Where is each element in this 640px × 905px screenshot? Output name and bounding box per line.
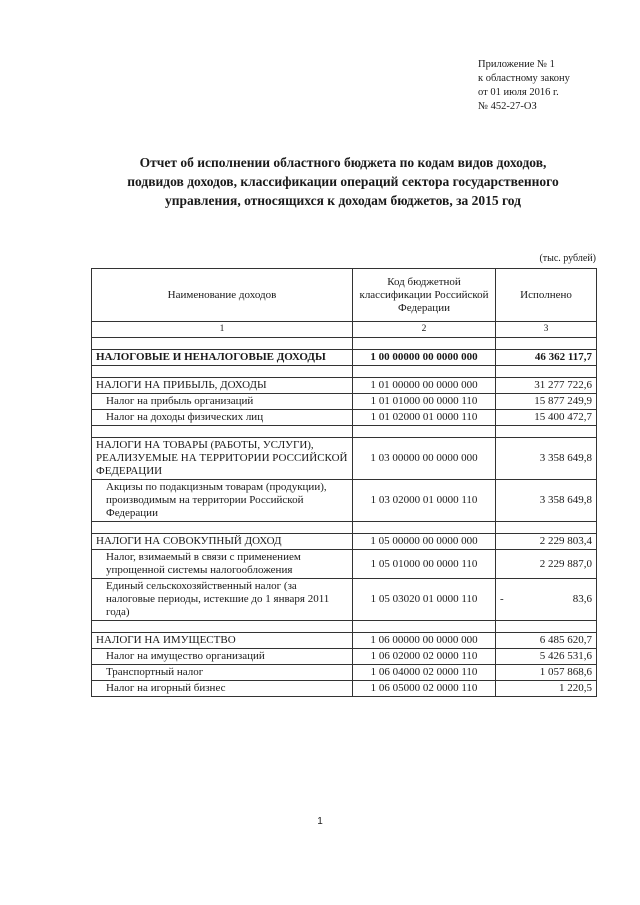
row-code: 1 01 00000 00 0000 000 [353, 378, 496, 394]
table-row [92, 480, 597, 522]
row-amount: 15 400 472,7 [496, 410, 597, 426]
row-code: 1 01 01000 00 0000 110 [353, 394, 496, 410]
row-name: Налог на игорный бизнес [92, 681, 353, 697]
table-row [92, 579, 597, 621]
row-amount: 6 485 620,7 [496, 633, 597, 649]
row-name: НАЛОГИ НА ТОВАРЫ (РАБОТЫ, УСЛУГИ), РЕАЛИЗУЕМЫЕ НА ТЕРРИТОРИИ РОССИЙСКОЙ ФЕДЕРАЦИИ [92, 438, 353, 480]
table-row [92, 649, 597, 665]
minus-sign: - [500, 593, 504, 605]
appendix-line: Приложение № 1 [478, 59, 555, 70]
row-code: 1 03 00000 00 0000 000 [353, 438, 496, 480]
row-amount: 15 877 249,9 [496, 394, 597, 410]
header-name: Наименование доходов [92, 269, 353, 322]
row-name: НАЛОГИ НА СОВОКУПНЫЙ ДОХОД [92, 534, 353, 550]
page-number: 1 [317, 816, 323, 827]
row-code: 1 05 03020 01 0000 110 [353, 579, 496, 621]
row-name: Единый сельскохозяйственный налог (за налоговые периоды, истекшие до 1 января 2011 года) [92, 579, 353, 621]
table-row [92, 665, 597, 681]
row-amount: 31 277 722,6 [496, 378, 597, 394]
table-row [92, 550, 597, 579]
income-table [91, 268, 597, 697]
row-amount: 2 229 803,4 [496, 534, 597, 550]
spacer-row [92, 522, 597, 534]
table-header-row [92, 269, 597, 322]
row-amount: 46 362 117,7 [496, 350, 597, 366]
appendix-line: № 452-27-ОЗ [478, 101, 537, 112]
table-row [92, 410, 597, 426]
row-amount: 83,6 [572, 593, 592, 605]
units-label: (тыс. рублей) [539, 253, 596, 264]
row-name: Налог на прибыль организаций [92, 394, 353, 410]
row-amount-cell [496, 579, 597, 621]
spacer-row [92, 426, 597, 438]
appendix-line: от 01 июля 2016 г. [478, 87, 559, 98]
row-name: Налог на имущество организаций [92, 649, 353, 665]
row-name: Транспортный налог [92, 665, 353, 681]
table-row [92, 534, 597, 550]
table-row [92, 378, 597, 394]
row-amount: 1 057 868,6 [496, 665, 597, 681]
row-name: Акцизы по подакцизным товарам (продукции), производимым на территории Российской Федерации [92, 480, 353, 522]
row-code: 1 06 02000 02 0000 110 [353, 649, 496, 665]
row-code: 1 05 01000 00 0000 110 [353, 550, 496, 579]
row-code: 1 01 02000 01 0000 110 [353, 410, 496, 426]
row-name: НАЛОГИ НА ПРИБЫЛЬ, ДОХОДЫ [92, 378, 353, 394]
row-code: 1 06 00000 00 0000 000 [353, 633, 496, 649]
title-line: управления, относящихся к доходам бюджетов, за 2015 год [165, 193, 521, 208]
row-amount: 3 358 649,8 [496, 480, 597, 522]
row-code: 1 03 02000 01 0000 110 [353, 480, 496, 522]
column-number-row [92, 322, 597, 338]
title-line: Отчет об исполнении областного бюджета по кодам видов доходов, [139, 155, 547, 170]
row-code: 1 06 05000 02 0000 110 [353, 681, 496, 697]
spacer-row [92, 338, 597, 350]
row-name: НАЛОГИ НА ИМУЩЕСТВО [92, 633, 353, 649]
row-amount: 5 426 531,6 [496, 649, 597, 665]
table-row [92, 438, 597, 480]
column-number: 3 [496, 322, 597, 338]
row-name: Налог, взимаемый в связи с применением упрощенной системы налогообложения [92, 550, 353, 579]
header-executed: Исполнено [496, 269, 597, 322]
table-row [92, 681, 597, 697]
column-number: 2 [353, 322, 496, 338]
document-title [90, 153, 596, 210]
row-code: 1 06 04000 02 0000 110 [353, 665, 496, 681]
spacer-row [92, 366, 597, 378]
table-row [92, 394, 597, 410]
row-amount: 3 358 649,8 [496, 438, 597, 480]
table-row [92, 633, 597, 649]
row-name: Налог на доходы физических лиц [92, 410, 353, 426]
table-row [92, 350, 597, 366]
header-code: Код бюджетной классификации Российской Федерации [353, 269, 496, 322]
appendix-line: к областному закону [478, 73, 570, 84]
spacer-row [92, 621, 597, 633]
title-line: подвидов доходов, классификации операций сектора государственного [127, 174, 559, 189]
column-number: 1 [92, 322, 353, 338]
row-amount: 2 229 887,0 [496, 550, 597, 579]
appendix-block [478, 58, 628, 114]
row-amount: 1 220,5 [496, 681, 597, 697]
row-name: НАЛОГОВЫЕ И НЕНАЛОГОВЫЕ ДОХОДЫ [92, 350, 353, 366]
row-code: 1 00 00000 00 0000 000 [353, 350, 496, 366]
row-code: 1 05 00000 00 0000 000 [353, 534, 496, 550]
